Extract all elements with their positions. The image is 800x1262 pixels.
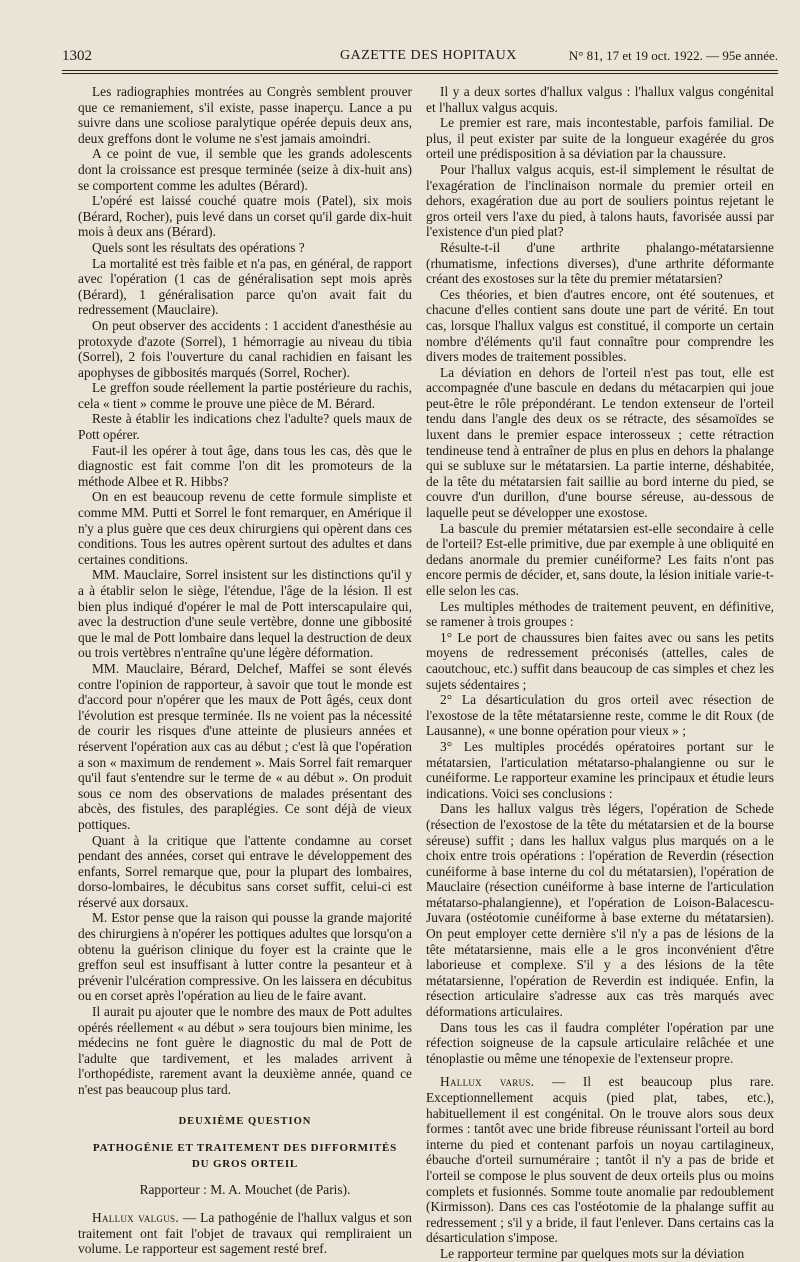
paragraph: On en est beaucoup revenu de cette formule simpliste et comme MM. Putti et Sorrel le font remarquer, en Amérique il n'y a plus guère que ces deux chirurgiens qui opèrent dans ces conditions. Tous les autres opèrent surtout des adultes et dans certaines conditions. bbox=[78, 489, 412, 567]
paragraph: Les radiographies montrées au Congrès semblent prouver que ce remaniement, s'il existe, passe inaperçu. Lance a pu suivre dans une scoliose paralytique opérée depuis deux ans, deux greffons dont le volume ne s'est jamais amoindri. bbox=[78, 84, 412, 146]
paragraph: Pour l'hallux valgus acquis, est-il simplement le résultat de l'exagération de l'inclinaison normale du premier orteil en dehors, exagération due au port de souliers pointus rejetant le gros orteil vers l'axe du pied, à talons hauts, favorisée aussi par l'existence d'un pied plat? bbox=[426, 161, 774, 240]
paragraph-body: — Il est beaucoup plus rare. Exceptionnellement acquis (pied plat, tabes, etc.), habituellement il est congénital. On le trouve alors sous deux formes : tantôt avec une bride fibreuse réunissant l'orteil au bord interne du pied et contenant parfois un noyau cartilagineux, ébauche d'orteil surnuméraire ; tantôt il n'y a pas de bride et l'orteil se compose le plus souvent de deux orteils plus ou moins complets et fusionnés. Somme toute anomalie par redoublement (Kirmisson). Dans ces cas l'ostéotomie de la phalange suffit au redressement ; s'il y a bride, il faut l'enlever. Dans certains cas la désarticulation s'impose. bbox=[426, 1074, 774, 1246]
paragraph: Il y a deux sortes d'hallux valgus : l'hallux valgus congénital et l'hallux valgus acquis. bbox=[426, 84, 774, 115]
running-header bbox=[62, 44, 778, 70]
paragraph-hallux-valgus bbox=[78, 1210, 412, 1257]
paragraph: Résulte-t-il d'une arthrite phalango-métatarsienne (rhumatisme, infections diverses), d'une arthrite déformante créant des exostoses sur la tête du premier métatarsien? bbox=[426, 239, 774, 287]
paragraph: Dans tous les cas il faudra compléter l'opération par une réfection soigneuse de la capsule articulaire relâchée et une ténoplastie ou même une ténopexie de l'extenseur propre. bbox=[426, 1019, 774, 1066]
header-rule-thin bbox=[62, 73, 778, 74]
paragraph: Dans les hallux valgus très légers, l'opération de Schede (résection de l'exostose de la tête du métatarsien et de la bourse séreuse) suffit ; dans les hallux valgus plus marqués on a le choix entre trois opérations : l'opération de Reverdin (résection cunéiforme à base interne du col du métatarsien), l'opération de Mauclaire (résection cunéiforme à base interne de l'articulation métatarso-phalangienne), et l'opération de Loison-Balacescu-Juvara (ostéotomie cunéiforme à base externe du métatarsien). On peut employer cette dernière s'il n'y a pas de lésions de la tête métatarsienne, mais elle a le gros inconvénient d'être laborieuse et complexe. S'il y a des lésions de la tête métatarsienne, l'opération de Reverdin est indiquée. Enfin, la résection articulaire s'adresse aux cas très marqués avec déformations articulaires. bbox=[426, 801, 774, 1020]
paragraph: Il aurait pu ajouter que le nombre des maux de Pott adultes opérés réellement « au début » sera toujours bien minime, les médecins ne font guère le diagnostic du mal de Pott de l'adulte que tardivement, et les malades arrivent à l'orthopédiste, rarement avant la deuxième année, quand ce n'est pas beaucoup plus tard. bbox=[78, 1004, 412, 1097]
page-number: 1302 bbox=[62, 48, 92, 64]
paragraph-heading: Hallux varus. bbox=[440, 1074, 535, 1090]
paragraph: Ces théories, et bien d'autres encore, ont été soutenues, et chacune d'elles contient sans doute une part de vérité. En tout cas, lorsque l'hallux valgus est constitué, il comporte un certain nombre d'éléments qu'il faut connaître pour comprendre les divers modes de traitement possibles. bbox=[426, 286, 774, 365]
paragraph: M. Estor pense que la raison qui pousse la grande majorité des chirurgiens à n'opérer les pottiques adultes que lorsqu'on a obtenu la guérison clinique du foyer est la crainte que le greffon seul est insuffisant à lutter contre la pesanteur et à prévenir l'ulcération compressive. On les laissera en décubitus ou en corset après l'opération au lieu de le faire avant. bbox=[78, 910, 412, 1004]
paragraph: A ce point de vue, il semble que les grands adolescents dont la croissance est presque terminée (seize à dix-huit ans) se comportent comme les adultes (Bérard). bbox=[78, 146, 412, 193]
paragraph: Quels sont les résultats des opérations ? bbox=[92, 239, 305, 255]
paragraph: Le greffon soude réellement la partie postérieure du rachis, cela « tient » comme le prouve une pièce de M. Bérard. bbox=[78, 380, 412, 411]
paragraph-body: — La pathogénie de l'hallux valgus et son traitement ont fait l'objet de travaux qui rempliraient un volume. Le rapporteur est sagement resté bref. bbox=[78, 1209, 412, 1257]
left-column bbox=[78, 84, 412, 1257]
paragraph: La mortalité est très faible et n'a pas, en général, de rapport avec l'opération (1 cas de généralisation sept mois après (Bérard), 1 généralisation parce qu'on avait fait du redressement (Mauclaire). bbox=[78, 255, 412, 318]
paragraph: L'opéré est laissé couché quatre mois (Patel), six mois (Bérard, Rocher), puis levé dans un corset qu'il garde dix-huit mois à deux ans (Bérard). bbox=[78, 193, 412, 240]
paragraph: La bascule du premier métatarsien est-elle secondaire à celle de l'orteil? Est-elle primitive, due par exemple à une obliquité en dedans anormale du premier cunéiforme? Les faits n'ont pas encore permis de décider, et, sans doute, la lésion initiale varie-t-elle selon les cas. bbox=[426, 520, 774, 598]
paragraph: MM. Mauclaire, Sorrel insistent sur les distinctions qu'il y a à établir selon le siège, l'étendue, l'âge de la lésion. Il est bien plus indiqué d'opérer le mal de Pott interscapulaire qui, avec la destruction d'une seule vertèbre, donne une gibbosité que le mal de Pott lombaire dans lequel la destruction de deux ou trois vertèbres n'entraîne qu'une légère déformation. bbox=[78, 567, 412, 661]
paragraph: Les multiples méthodes de traitement peuvent, en définitive, se ramener à trois groupes : bbox=[426, 598, 774, 630]
paragraph: La déviation en dehors de l'orteil n'est pas tout, elle est accompagnée d'une bascule en dedans du métacarpien qui joue peut-être le rôle prépondérant. Le tendon extenseur de l'orteil tendu dans l'angle des deux os se rétracte, des sésamoïdes se luxent dans le premier espace interosseux ; cette rétraction tendineuse tend à entraîner de plus en plus en dehors la phalange qui se subluxe sur le métatarsien. La partie interne, déshabitée, de la tête du métatarsien fait saillie au bord interne du pied, se couvre d'un durillon, d'une bourse séreuse, au-dessous de laquelle peut se développer une exostose. bbox=[426, 364, 774, 521]
paragraph: 1° Le port de chaussures bien faites avec ou sans les petits moyens de redressement préconisés (attelles, cales de caoutchouc, etc.) suffit dans beaucoup de cas simples et chez les sujets sédentaires ; bbox=[426, 629, 774, 692]
section-title-continued: DU GROS ORTEIL bbox=[191, 1157, 299, 1170]
paragraph: Quant à la critique que l'attente condamne au corset pendant des années, corset qui entrave le développement des enfants, Sorrel remarque que, pour la plupart des lombaires, dorso-lombaires, le décubitus sans corset suffit, celui-ci est réservé aux dorsaux. bbox=[78, 832, 412, 910]
section-title: PATHOGÉNIE ET TRAITEMENT DES DIFFORMITÉS bbox=[92, 1142, 398, 1155]
section-heading: DEUXIÈME QUESTION bbox=[178, 1115, 312, 1127]
paragraph: 2° La désarticulation du gros orteil avec résection de l'exostose de la tête métatarsienne reste, comme le dit Roux (de Lausanne), « une bonne opération pour vieux » ; bbox=[426, 692, 774, 739]
paragraph: Le rapporteur termine par quelques mots sur la déviation bbox=[440, 1245, 745, 1261]
paragraph-heading: Hallux valgus. bbox=[92, 1209, 179, 1225]
right-column bbox=[426, 84, 774, 1261]
rapporteur-line: Rapporteur : M. A. Mouchet (de Paris). bbox=[139, 1182, 351, 1198]
paragraph: Faut-il les opérer à tout âge, dans tous les cas, dès que le diagnostic est fait comme l'on dit les promoteurs de la méthode Albee et R. Hibbs? bbox=[78, 442, 412, 489]
paragraph: Reste à établir les indications chez l'adulte? quels maux de Pott opérer. bbox=[78, 411, 412, 443]
header-rule bbox=[62, 70, 778, 71]
paragraph: On peut observer des accidents : 1 accident d'anesthésie au protoxyde d'azote (Sorrel), 1 hémorragie au niveau du tibia (Sorrel), 2 fois l'ouverture du canal rachidien en faisant les apophyses de gibbosités marqués (Sorrel, Rocher). bbox=[78, 317, 412, 380]
issue-info: N° 81, 17 et 19 oct. 1922. — 95e année. bbox=[568, 48, 778, 63]
journal-title: GAZETTE DES HOPITAUX bbox=[340, 48, 517, 63]
paragraph: 3° Les multiples procédés opératoires portant sur le métatarsien, l'articulation métatarso-phalangienne ou sur le cunéiforme. Le rapporteur examine les principaux et étudie leurs indications. Voici ses conclusions : bbox=[426, 738, 774, 801]
paragraph-hallux-varus bbox=[426, 1074, 774, 1246]
paragraph: MM. Mauclaire, Bérard, Delchef, Maffei se sont élevés contre l'opinion de rapporteur, à savoir que tout le monde est d'accord pour n'opérer que les maux de Pott âgés, ceux dont l'évolution est presque terminée. Ils ne voient pas la nécessité de courir les risques d'une atteinte de plusieurs années et réservent l'opération aux cas au début ; c'est là que l'opération a son « maximum de rendement ». Mais Sorrel fait remarquer qu'il faut s'entendre sur le terme de « au début ». On produit sous ce nom des observations de malades présentant des abcès, des fistules, des paraplégies. Ce sont déjà de vieux pottiques. bbox=[78, 660, 412, 832]
paragraph: Le premier est rare, mais incontestable, parfois familial. De plus, il peut exister par suite de la longueur exagérée du gros orteil une prédisposition à sa déviation par la chaussure. bbox=[426, 115, 774, 162]
